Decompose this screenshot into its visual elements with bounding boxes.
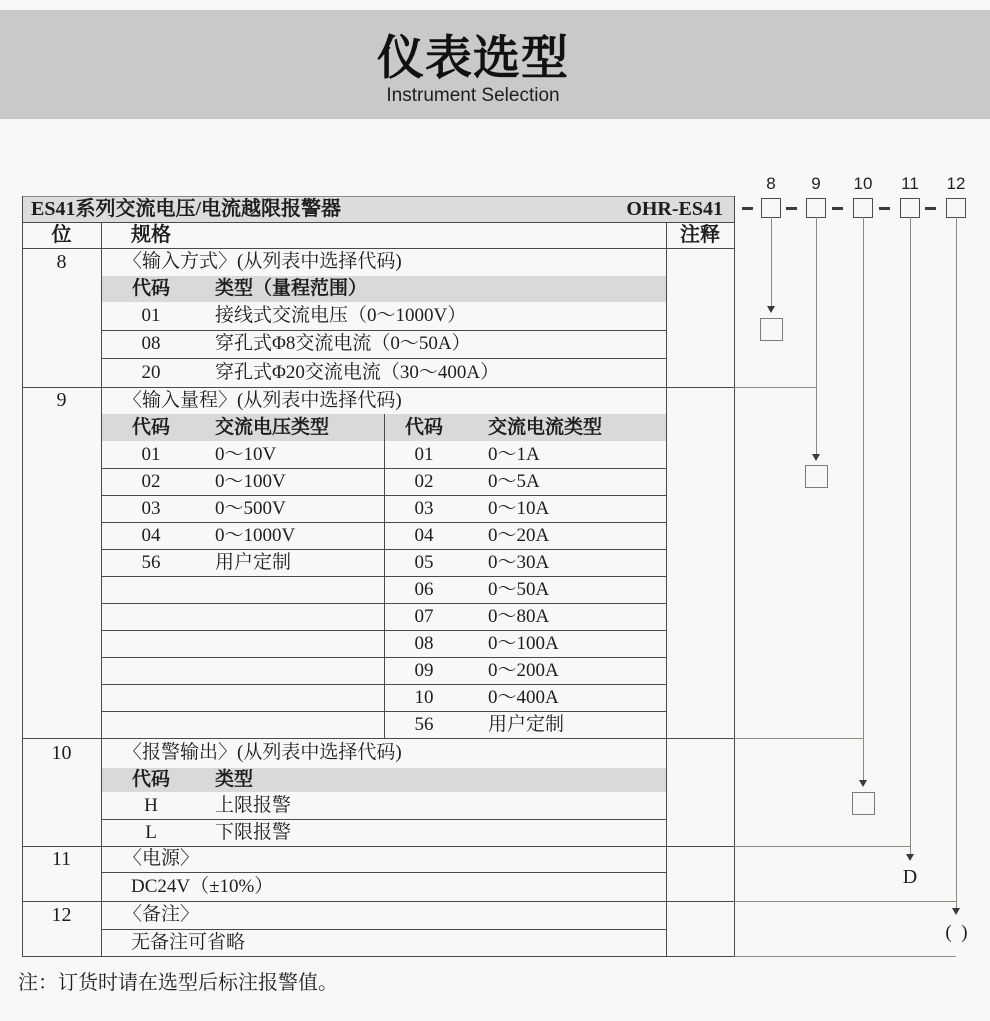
type-cell: 0～1000V xyxy=(215,525,296,546)
type-cell: 0～100A xyxy=(488,633,559,654)
section-title-row xyxy=(101,387,666,414)
code-cell: 20 xyxy=(141,362,161,383)
type-cell: 接线式交流电压（0～1000V） xyxy=(215,305,467,326)
target-box-9 xyxy=(805,465,828,488)
subheader-type: 交流电压类型 xyxy=(215,417,330,438)
page-banner xyxy=(0,10,990,119)
arrow-down-icon xyxy=(812,454,820,461)
type-cell: 0～200A xyxy=(488,660,559,681)
code-cell: 04 xyxy=(141,525,161,546)
digit-label-9: 9 xyxy=(811,174,821,193)
spec-row xyxy=(101,358,666,387)
subheader-type: 类型 xyxy=(215,769,254,790)
grid-line xyxy=(22,222,734,223)
type-cell: 0～20A xyxy=(488,525,550,546)
connector-line xyxy=(863,217,864,780)
code-cell: L xyxy=(145,822,157,843)
code-box-9 xyxy=(806,198,826,218)
grid-line xyxy=(101,872,666,873)
code-box-12 xyxy=(946,198,966,218)
page-title: 仪表选型 xyxy=(377,31,569,84)
section-title-row xyxy=(101,248,666,276)
grid-line xyxy=(101,358,666,359)
spec-row xyxy=(384,657,666,684)
type-cell: 0～10A xyxy=(488,498,550,519)
grid-line xyxy=(22,846,734,847)
section-title-row xyxy=(101,846,666,872)
subheader-type: 类型（量程范围） xyxy=(215,278,368,299)
code-cell: 10 xyxy=(414,687,434,708)
code-cell: 05 xyxy=(414,552,434,573)
arrow-down-icon xyxy=(952,908,960,915)
spec-row xyxy=(101,330,666,358)
subheader-code: 代码 xyxy=(131,417,170,438)
dash-separator xyxy=(832,207,843,210)
code-cell: 02 xyxy=(414,471,434,492)
connector-line xyxy=(734,738,863,739)
grid-line xyxy=(22,956,734,957)
target-box-10 xyxy=(852,792,875,815)
spec-row xyxy=(384,495,666,522)
subheader-code: 代码 xyxy=(131,278,170,299)
dash-separator xyxy=(742,207,753,210)
code-cell: 04 xyxy=(414,525,434,546)
spec-row xyxy=(384,522,666,549)
code-cell: 07 xyxy=(414,606,434,627)
grid-line xyxy=(22,901,734,902)
spec-row xyxy=(384,468,666,495)
code-cell: 01 xyxy=(141,444,161,465)
code-cell: 56 xyxy=(141,552,161,573)
arrow-down-icon xyxy=(906,854,914,861)
section-title: 〈报警输出〉(从列表中选择代码) xyxy=(123,742,402,763)
type-cell: 穿孔式Φ8交流电流（0～50A） xyxy=(215,333,471,354)
position-number: 8 xyxy=(56,251,67,273)
subheader-code: 代码 xyxy=(131,769,170,790)
position-number: 12 xyxy=(51,904,72,926)
subheader-row xyxy=(101,276,666,302)
arrow-down-icon xyxy=(767,306,775,313)
position-number: 10 xyxy=(51,742,72,764)
digit-label-8: 8 xyxy=(766,174,776,193)
digit-label-12: 12 xyxy=(946,174,966,193)
type-cell: 用户定制 xyxy=(215,552,292,573)
series-title: ES41系列交流电压/电流越限报警器 xyxy=(31,198,342,220)
type-cell: 下限报警 xyxy=(215,822,292,843)
subheader-row xyxy=(101,768,666,792)
connector-line xyxy=(816,217,817,454)
type-cell: 0～5A xyxy=(488,471,540,492)
section-title-row xyxy=(101,901,666,929)
grid-line xyxy=(22,387,734,388)
section-title: 〈电源〉 xyxy=(123,848,200,869)
type-cell: 0～80A xyxy=(488,606,550,627)
spec-row xyxy=(384,576,666,603)
table-title-bar xyxy=(22,196,734,222)
spec-row xyxy=(101,302,666,330)
spec-row xyxy=(101,468,384,495)
spec-row xyxy=(101,792,666,819)
code-cell: 08 xyxy=(141,333,161,354)
grid-line xyxy=(22,196,734,197)
col-header-spec: 规格 xyxy=(131,224,171,246)
connector-line xyxy=(771,217,772,306)
code-box-8 xyxy=(761,198,781,218)
type-cell: 穿孔式Φ20交流电流（30～400A） xyxy=(215,362,500,383)
type-cell: 0～500V xyxy=(215,498,286,519)
remark-code-label: ( ) xyxy=(945,922,968,943)
spec-row xyxy=(384,711,666,738)
code-box-11 xyxy=(900,198,920,218)
code-cell: 01 xyxy=(141,305,161,326)
model-prefix: OHR-ES41 xyxy=(626,198,723,220)
code-cell: 02 xyxy=(141,471,161,492)
position-number: 11 xyxy=(51,848,72,870)
digit-label-10: 10 xyxy=(853,174,873,193)
dash-separator xyxy=(925,207,936,210)
type-cell: 用户定制 xyxy=(488,714,565,735)
spec-row xyxy=(384,441,666,468)
spec-row xyxy=(101,872,666,901)
section-title: 〈输入方式〉(从列表中选择代码) xyxy=(123,251,402,272)
code-cell: 09 xyxy=(414,660,434,681)
type-cell: 0～30A xyxy=(488,552,550,573)
connector-line xyxy=(734,387,816,388)
position-number: 9 xyxy=(56,389,67,411)
section-title-row xyxy=(101,738,666,768)
grid-line xyxy=(101,819,666,820)
col-header-note: 注释 xyxy=(680,224,720,246)
grid-line xyxy=(101,929,666,930)
spec-row xyxy=(384,603,666,630)
type-cell: 上限报警 xyxy=(215,795,292,816)
grid-line xyxy=(101,222,102,956)
target-box-8 xyxy=(760,318,783,341)
dash-separator xyxy=(879,207,890,210)
spec-row xyxy=(384,684,666,711)
code-cell: 56 xyxy=(414,714,434,735)
spec-row xyxy=(101,549,384,576)
code-cell: 03 xyxy=(141,498,161,519)
grid-line xyxy=(734,196,735,957)
digit-label-11: 11 xyxy=(901,174,919,193)
connector-line xyxy=(734,956,956,957)
subheader-type: 交流电流类型 xyxy=(488,417,603,438)
code-cell: H xyxy=(144,795,158,816)
code-cell: 06 xyxy=(414,579,434,600)
spec-row xyxy=(101,495,384,522)
type-cell: 0～50A xyxy=(488,579,550,600)
grid-line xyxy=(666,222,667,956)
connector-line xyxy=(734,901,956,902)
spec-row xyxy=(384,630,666,657)
section-title: 〈备注〉 xyxy=(123,904,200,925)
spec-row xyxy=(101,441,384,468)
grid-line xyxy=(22,738,734,739)
footnote: 注：订货时请在选型后标注报警值。 xyxy=(18,972,338,994)
grid-line xyxy=(384,414,385,738)
code-cell: 01 xyxy=(414,444,434,465)
spec-row xyxy=(101,522,384,549)
code-cell: 03 xyxy=(414,498,434,519)
code-box-10 xyxy=(853,198,873,218)
value-cell: DC24V（±10%） xyxy=(131,876,274,897)
section-title: 〈输入量程〉(从列表中选择代码) xyxy=(123,390,402,411)
type-cell: 0～400A xyxy=(488,687,559,708)
spec-row xyxy=(384,549,666,576)
connector-line xyxy=(734,846,910,847)
power-code-label: D xyxy=(902,866,918,888)
code-cell: 08 xyxy=(414,633,434,654)
grid-line xyxy=(22,248,734,249)
arrow-down-icon xyxy=(859,780,867,787)
grid-line xyxy=(22,196,23,957)
type-cell: 0～100V xyxy=(215,471,286,492)
page-subtitle: Instrument Selection xyxy=(386,84,560,106)
col-header-position: 位 xyxy=(51,224,72,246)
subheader-code: 代码 xyxy=(404,417,443,438)
connector-line xyxy=(956,217,957,908)
spec-row xyxy=(101,819,666,846)
dash-separator xyxy=(786,207,797,210)
type-cell: 0～1A xyxy=(488,444,540,465)
grid-line xyxy=(101,330,666,331)
type-cell: 0～10V xyxy=(215,444,277,465)
value-cell: 无备注可省略 xyxy=(131,932,246,953)
connector-line xyxy=(910,217,911,854)
spec-row xyxy=(101,929,666,956)
